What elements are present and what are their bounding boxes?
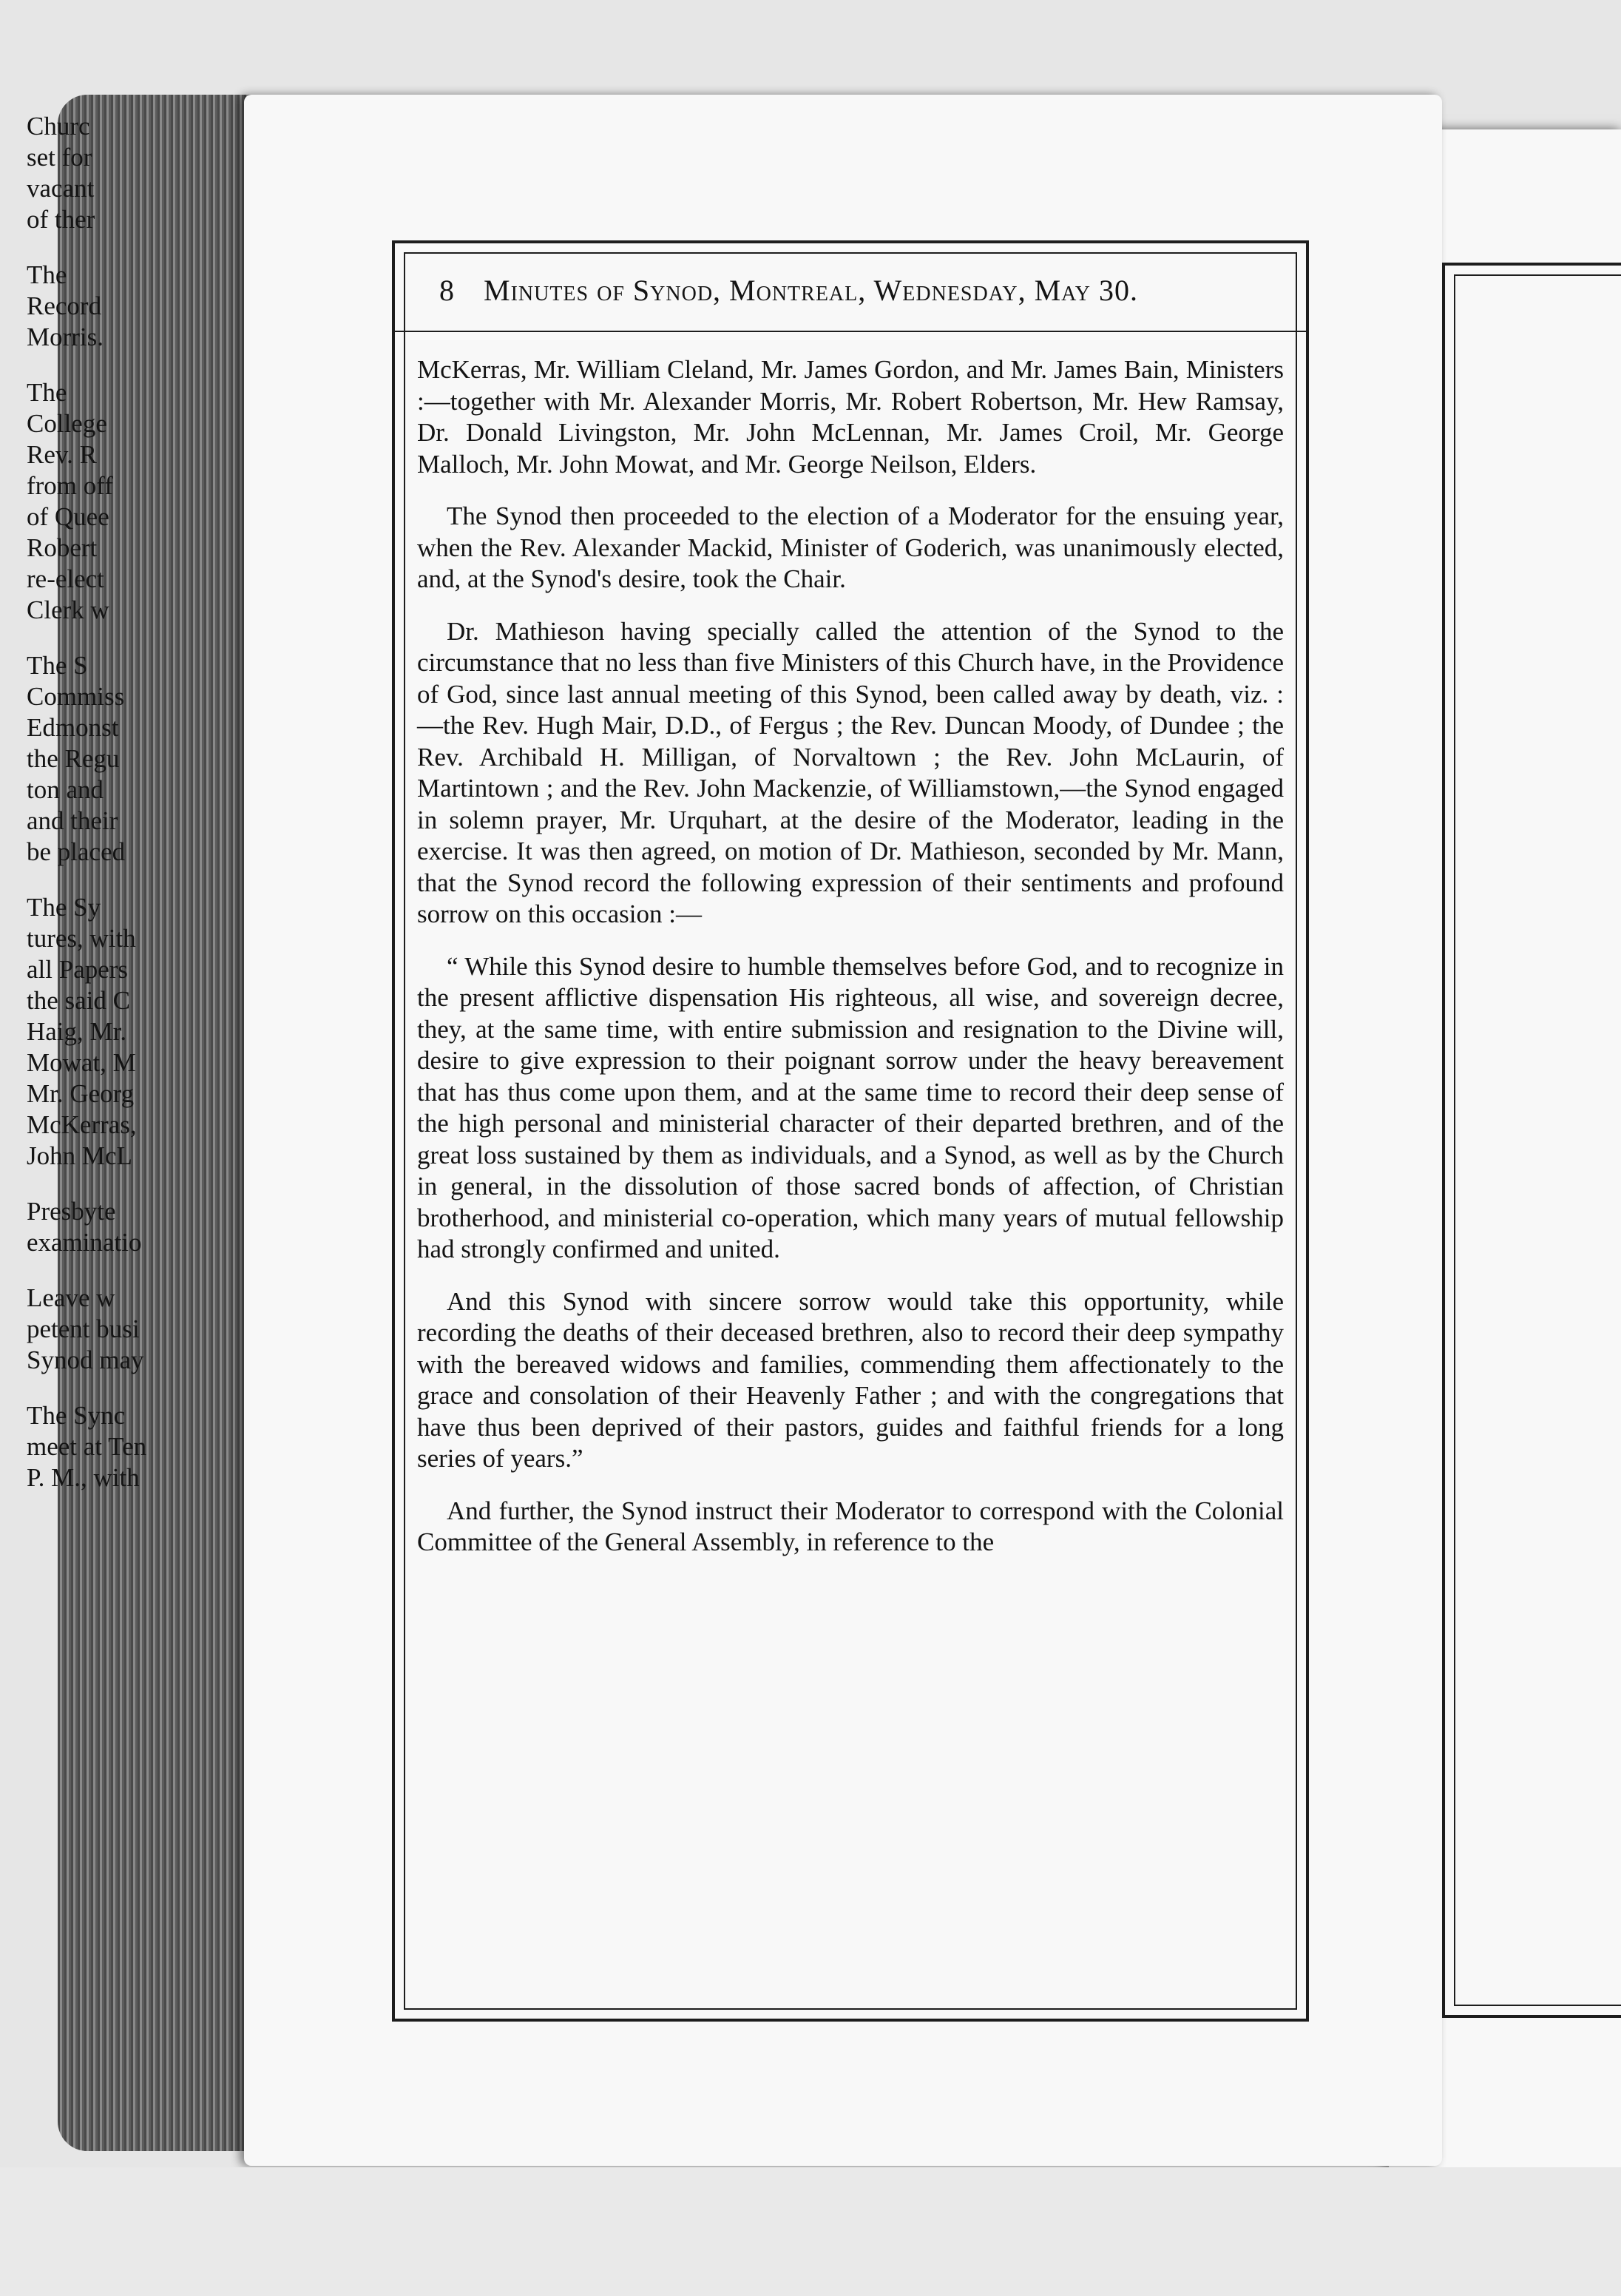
right-page-gap	[27, 1258, 211, 1283]
right-page-line: The Sync	[27, 1401, 126, 1430]
right-page-line: meet at Ten	[27, 1432, 147, 1461]
right-page-line: Mr. Georg	[27, 1079, 135, 1108]
right-page-line: examinatio	[27, 1228, 142, 1257]
right-page-line: Morris.	[27, 323, 104, 351]
right-page-line: Commiss	[27, 682, 125, 711]
right-page-text	[27, 111, 211, 1493]
paragraph-attendees: McKerras, Mr. William Cleland, Mr. James Gordon, and Mr. James Bain, Ministers :—together with Mr. Alexander Morris, Mr. Robert Robertson, Mr. Hew Ramsay, Dr. Donald Livingston, Mr. John McLennan, Mr. James Croil, Mr. George Malloch, Mr. John Mowat, and Mr. George Neilson, Elders.	[417, 355, 1284, 479]
right-page-line: Rev. R	[27, 440, 97, 469]
background-band	[0, 2167, 1621, 2296]
right-page-frame-inner-rule	[1454, 274, 1621, 2006]
right-page-line: Presbyte	[27, 1197, 116, 1226]
right-page-line: ton and	[27, 775, 104, 804]
right-page-line: Churc	[27, 112, 90, 141]
right-page-line: Haig, Mr.	[27, 1017, 127, 1046]
right-page-line: petent busi	[27, 1314, 140, 1343]
page-number: 8	[439, 274, 454, 307]
right-page-line: Record	[27, 291, 102, 320]
right-page-line: of Quee	[27, 502, 109, 531]
right-page-gap	[27, 353, 211, 377]
right-page-line: Clerk w	[27, 595, 109, 624]
right-page-line: McKerras,	[27, 1110, 137, 1139]
right-page-gap	[27, 1172, 211, 1196]
right-page-gap	[27, 626, 211, 650]
right-page-line: from off	[27, 471, 113, 500]
body-text	[417, 354, 1284, 1579]
right-page-line: the said C	[27, 986, 130, 1015]
right-page-line: Leave w	[27, 1283, 115, 1312]
right-page-frame	[1442, 263, 1621, 2018]
right-page-line: be placed	[27, 837, 126, 866]
right-page-line: of ther	[27, 205, 95, 234]
right-page-line: set for	[27, 143, 92, 172]
right-page-gap	[27, 868, 211, 892]
right-page-line: John McL	[27, 1141, 132, 1170]
right-page-line: College	[27, 409, 107, 438]
paragraph-resolution-quote: “ While this Synod desire to humble themselves before God, and to recognize in the present afflictive dispensation His righteous, all wise, and sovereign decree, they, at the same time, with entire submission and resignation to the Divine will, desire to give expression to their poignant sorrow under the heavy bereavement that has thus come upon them, and at the same time to record their deep sense of the high personal and ministerial character of their departed brethren, and of the great loss sustained by them as individuals, and a Synod, as well as by the Church in general, in the dissolution of those sacred bonds of affection, of Christian brotherhood, and ministerial co-operation, which many years of mutual fellowship had strongly confirmed and united.	[417, 951, 1284, 1263]
right-page-line: P. M., with	[27, 1463, 140, 1492]
paragraph-further: And further, the Synod instruct their Moderator to correspond with the Colonial Committee of the General Assembly, in reference to the	[417, 1496, 1284, 1556]
right-page-line: The	[27, 378, 67, 407]
right-page-line: tures, with	[27, 924, 136, 953]
right-page-line: and their	[27, 806, 118, 835]
right-page-line: The	[27, 260, 67, 289]
header-rule	[395, 331, 1306, 332]
right-page-line: Synod may	[27, 1345, 144, 1374]
right-page-line: the Regu	[27, 744, 120, 773]
right-page-line: all Papers	[27, 955, 129, 984]
right-page-line: Mowat, M	[27, 1048, 136, 1077]
running-head: Minutes of Synod, Montreal, Wednesday, May 30.	[484, 274, 1139, 307]
paragraph-moderator-election: The Synod then proceeded to the election of a Moderator for the ensuing year, when the Rev. Alexander Mackid, Minister of Goderich, was unanimously elected, and, at the Synod's desire, took the Chair.	[417, 502, 1284, 593]
right-page-line: The S	[27, 651, 88, 680]
paragraph-deaths: Dr. Mathieson having specially called the attention of the Synod to the circumstance that no less than five Ministers of this Church have, in the Providence of God, since last annual meeting of this Synod, been called away by death, viz. :—the Rev. Hugh Mair, D.D., of Fergus ; the Rev. Duncan Moody, of Dundee ; the Rev. Archibald H. Milligan, of Norvaltown ; the Rev. John McLaurin, of Martintown ; and the Rev. John Mackenzie, of Williamstown,—the Synod engaged in solemn prayer, Mr. Urquhart, at the desire of the Moderator, leading in the exercise. It was then agreed, on motion of Dr. Mathieson, seconded by Mr. Mann, that the Synod record the following expression of their sentiments and profound sorrow on this occasion :—	[417, 616, 1284, 928]
right-page-line: re-elect	[27, 564, 104, 593]
right-page-gap	[27, 235, 211, 260]
right-page-line: vacant	[27, 174, 95, 203]
right-page-line: The Sy	[27, 893, 101, 922]
right-page-line: Robert	[27, 533, 98, 562]
right-page-gap	[27, 1376, 211, 1400]
right-page-line: Edmonst	[27, 713, 119, 742]
page-frame	[392, 240, 1309, 2022]
page-header	[395, 243, 1306, 331]
paragraph-sympathy: And this Synod with sincere sorrow would take this opportunity, while recording the deaths of their deceased brethren, also to record their deep sympathy with the bereaved widows and families, commending them affectionately to the grace and consolation of their Heavenly Father ; and with the congregations that have thus been deprived of their pastors, guides and faithful friends for a long series of years.”	[417, 1286, 1284, 1473]
